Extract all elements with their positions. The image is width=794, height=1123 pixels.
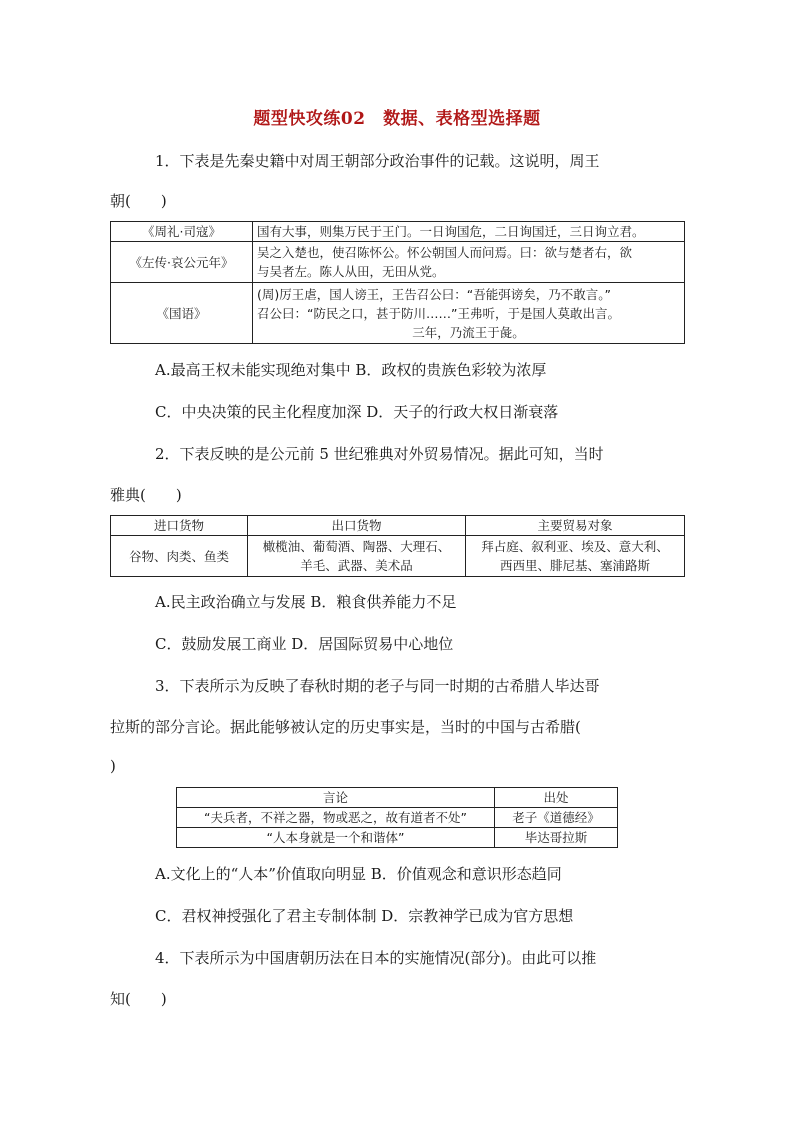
q1-stem-line1: 1．下表是先秦史籍中对周王朝部分政治事件的记载。这说明，周王: [155, 152, 600, 170]
table-cell-source: 《国语》: [111, 283, 253, 344]
table-header-row: [177, 788, 618, 808]
column-header: 出处: [495, 788, 618, 808]
table-row: [111, 283, 685, 344]
content-line: (周)厉王虐，国人谤王，王告召公曰：“吾能弭谤矣，乃不敢言。”: [257, 286, 611, 302]
column-header: 进口货物: [111, 516, 248, 536]
table-cell-source: 《周礼·司寇》: [111, 222, 253, 242]
table-cell-content: 国有大事，则集万民于王门。一日询国危，二日询国迁，三日询立君。: [253, 222, 685, 242]
page-title: 题型快攻练02 数据、表格型选择题: [253, 109, 541, 129]
table-row: [111, 222, 685, 242]
q3-stem-line1: 3．下表所示为反映了春秋时期的老子与同一时期的古希腊人毕达哥: [155, 677, 600, 695]
table-row: [177, 828, 618, 848]
q1-options-line2: C．中央决策的民主化程度加深 D．天子的行政大权日渐衰落: [155, 403, 559, 421]
table-cell-content: [253, 242, 685, 283]
table-cell-source: 《左传·哀公元年》: [111, 242, 253, 283]
q3-stem-line2: 拉斯的部分言论。据此能够被认定的历史事实是，当时的中国与古希腊(: [110, 718, 581, 736]
cell-line: 羊毛、武器、美术品: [300, 558, 413, 573]
cell-line: 拜占庭、叙利亚、埃及、意大利、: [481, 539, 669, 554]
q4-stem-line2: 知( ): [110, 990, 167, 1008]
table-row: [111, 242, 685, 283]
q3-options-line2: C．君权神授强化了君主专制体制 D．宗教神学已成为官方思想: [155, 907, 574, 925]
q3-stem-line3: ): [110, 757, 116, 775]
table-cell-exports: [248, 536, 466, 577]
table-row: [111, 536, 685, 577]
content-line: 吴之入楚也，使召陈怀公。怀公朝国人而问焉。曰：欲与楚者右，欲: [257, 245, 633, 260]
cell-line: 西西里、腓尼基、塞浦路斯: [499, 558, 650, 573]
q2-stem-line2: 雅典( ): [110, 486, 182, 504]
column-header: 出口货物: [248, 516, 466, 536]
q2-options-line1: A.民主政治确立与发展 B．粮食供养能力不足: [155, 593, 457, 611]
content-line: 三年，乃流王于彘。: [412, 324, 525, 340]
q2-table: [110, 515, 685, 577]
table-cell-quote: “人本身就是一个和谐体”: [177, 828, 495, 848]
table-cell-content: [253, 283, 685, 344]
q2-stem-line1: 2．下表反映的是公元前 5 世纪雅典对外贸易情况。据此可知，当时: [155, 445, 604, 463]
table-cell-imports: 谷物、肉类、鱼类: [111, 536, 248, 577]
content-line: 召公曰：“防民之口，甚于防川……”王弗听，于是国人莫敢出言。: [257, 305, 620, 321]
table-row: [177, 808, 618, 828]
cell-line: 橄榄油、葡萄酒、陶器、大理石、: [262, 539, 451, 554]
q3-options-line1: A.文化上的“人本”价值取向明显 B．价值观念和意识形态趋同: [155, 865, 562, 883]
table-header-row: [111, 516, 685, 536]
table-cell-partners: [466, 536, 685, 577]
table-cell-quote: “夫兵者，不祥之器，物或恶之，故有道者不处”: [177, 808, 495, 828]
table-cell-source: 老子《道德经》: [495, 808, 618, 828]
q1-options-line1: A.最高王权未能实现绝对集中 B．政权的贵族色彩较为浓厚: [155, 361, 547, 379]
q1-stem-line2: 朝( ): [110, 192, 167, 210]
content-line: 与吴者左。陈人从田，无田从党。: [257, 264, 445, 279]
q4-stem-line1: 4．下表所示为中国唐朝历法在日本的实施情况(部分)。由此可以推: [155, 949, 597, 967]
column-header: 主要贸易对象: [466, 516, 685, 536]
table-cell-source: 毕达哥拉斯: [495, 828, 618, 848]
q2-options-line2: C．鼓励发展工商业 D．居国际贸易中心地位: [155, 635, 454, 653]
q3-table: [176, 787, 618, 848]
q1-table: [110, 221, 685, 344]
column-header: 言论: [177, 788, 495, 808]
